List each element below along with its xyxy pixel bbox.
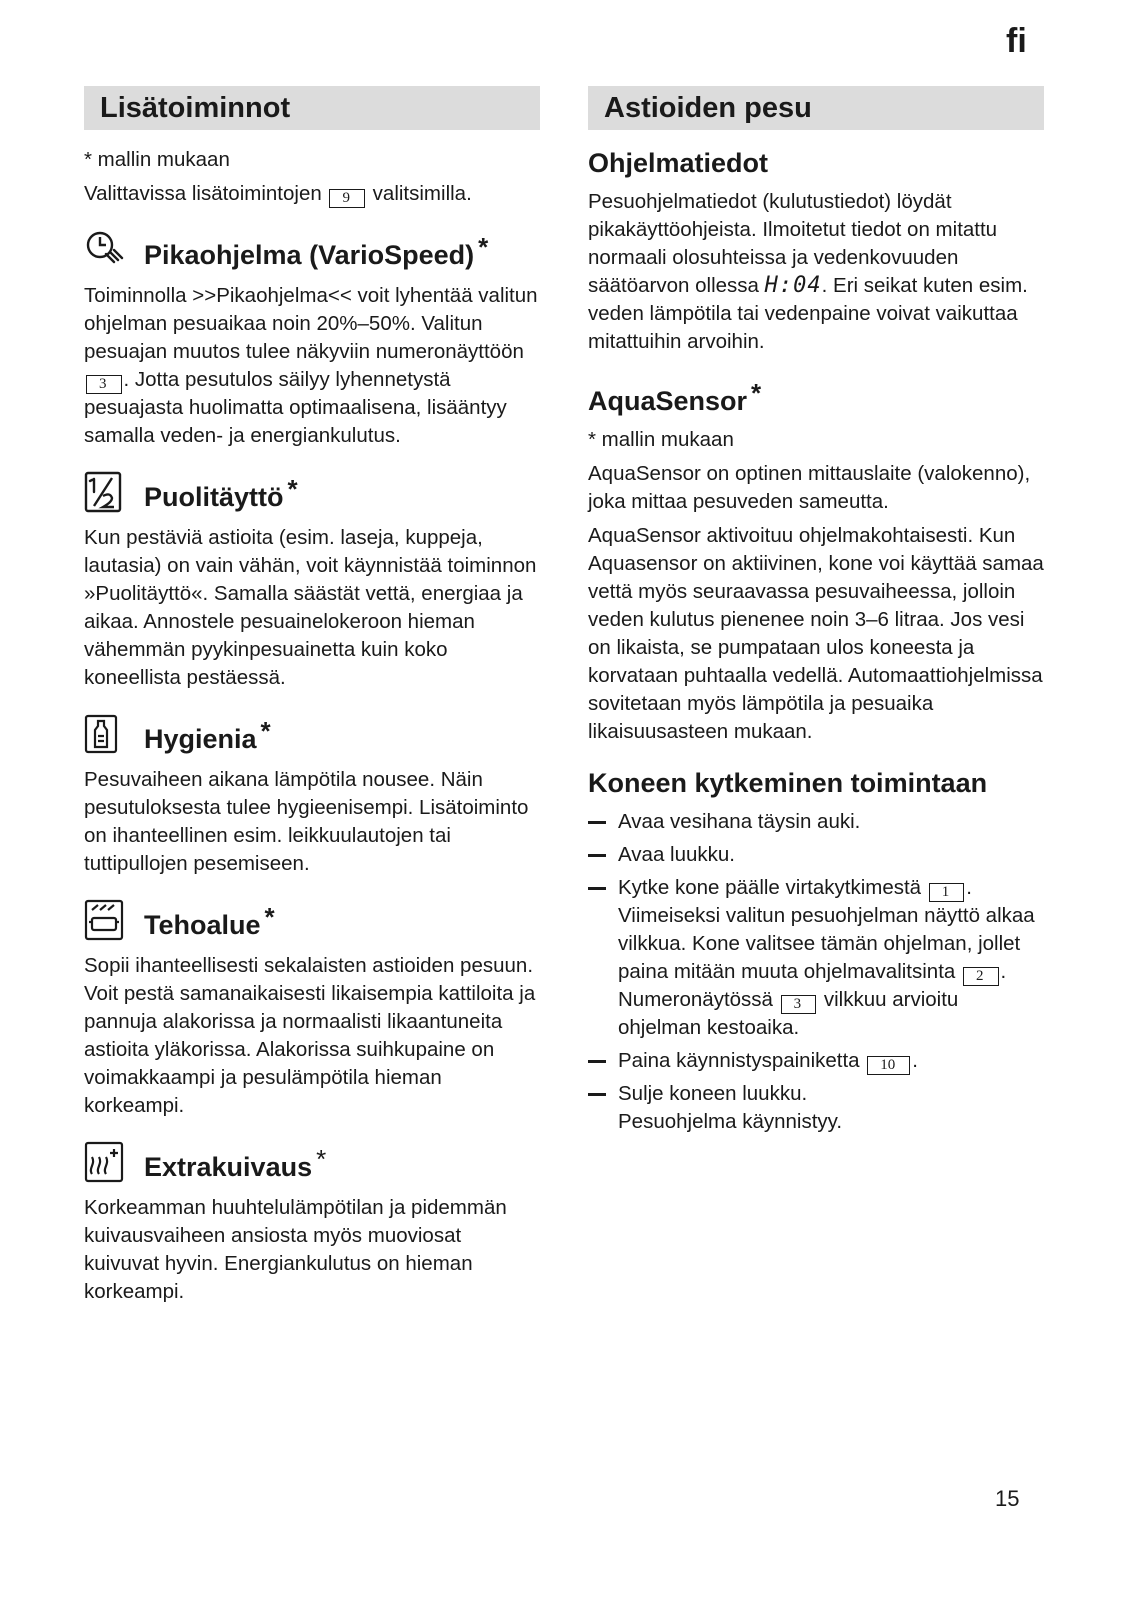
- dash-bullet: [588, 1060, 606, 1063]
- dash-bullet: [588, 1093, 606, 1096]
- steps-list: [588, 808, 1044, 1136]
- page-number: 15: [995, 1486, 1020, 1511]
- list-item: Paina käynnistyspainiketta 10 .: [588, 1047, 1044, 1075]
- left-column: [84, 86, 540, 1306]
- feature-text: Pesuvaiheen aikana lämpötila nousee. Näin pesutuloksesta tulee hygieenisempi. Lisätoiminto on ihanteellinen esim. leikkuulautojen tai tuttipullojen pesemiseen.: [84, 768, 529, 875]
- list-item: Kytke kone päälle virtakytkimestä 1 . Viimeiseksi valitun pesuohjelman näyttö alkaa vilkkua. Kone valitsee tämän ohjelman, jollet paina mitään muuta ohjelmavalitsinta 2 . Numeronäytössä 3 vilkkuu arvioitu ohjelman kestoaika.: [588, 874, 1044, 1042]
- key-ref-2: 2: [963, 967, 999, 986]
- feature-title: Pikaohjelma (VarioSpeed): [144, 240, 475, 270]
- hardness-display-value: H:04: [764, 273, 822, 298]
- feature-title: Extrakuivaus: [144, 1152, 313, 1182]
- key-ref-10: 10: [867, 1056, 910, 1075]
- clock-speed-icon: [84, 228, 124, 272]
- feature-puolitaytto: Puolitäyttö *: [84, 470, 540, 514]
- key-ref-1: 1: [929, 883, 965, 902]
- list-item: Sulje koneen luukku. Pesuohjelma käynnistyy.: [588, 1080, 1044, 1136]
- heading-ohjelmatiedot: Ohjelmatiedot: [588, 148, 769, 178]
- aquasensor-text-2: AquaSensor aktivoituu ohjelmakohtaisesti. Kun Aquasensor on aktiivinen, kone voi käyttää samaa vettä myös seuraavassa pesuvaiheessa, jolloin veden kulutus pienenee noin 3–6 litraa. Jos vesi on likaista, se pumpataan ulos koneesta ja korvataan puhtaalla vedellä. Automaattiohjelmissa sovitetaan myös lämpötila ja pesuaika likaisuusasteen mukaan.: [588, 524, 1044, 743]
- half-load-icon: [84, 470, 124, 514]
- key-ref-3: 3: [86, 375, 122, 394]
- feature-title: Puolitäyttö: [144, 482, 284, 512]
- model-note: * mallin mukaan: [588, 428, 734, 451]
- key-ref-9: 9: [329, 189, 365, 208]
- section-title-astioiden-pesu: Astioiden pesu: [588, 86, 1044, 130]
- intensive-zone-icon: [84, 898, 124, 942]
- extra-dry-icon: [84, 1140, 124, 1184]
- feature-text: Toiminnolla >>Pikaohjelma<< voit lyhentää valitun ohjelman pesuaikaa noin 20%–50%. Valitun pesuajan muutos tulee näkyviin numeronäyttöön 3 . Jotta pesutulos säilyy lyhennetystä pesuajasta huolimatta optimaalisena, lisääntyy samalla veden- ja energiankulutus.: [84, 284, 538, 447]
- dash-bullet: [588, 887, 606, 890]
- feature-text: Sopii ihanteellisesti sekalaisten astioiden pesuun. Voit pestä samanaikaisesti likaisempia kattiloita ja pannuja alakorissa ja normaalisti likaantuneita astioita yläkorissa. Alakorissa suihkupaine on voimakkaampi ja pesulämpötila hieman korkeampi.: [84, 954, 536, 1117]
- feature-pikaohjelma: Pikaohjelma (VarioSpeed) *: [84, 228, 540, 272]
- feature-title: Hygienia: [144, 724, 257, 754]
- section-title-lisatoiminnot: Lisätoiminnot: [84, 86, 540, 130]
- language-code: fi: [1006, 22, 1027, 60]
- list-item: Avaa vesihana täysin auki.: [588, 808, 1044, 836]
- feature-hygienia: Hygienia *: [84, 712, 540, 756]
- feature-extrakuivaus: Extrakuivaus *: [84, 1140, 540, 1184]
- heading-aquasensor: AquaSensor *: [588, 378, 762, 416]
- dash-bullet: [588, 821, 606, 824]
- hygiene-bottle-icon: [84, 712, 124, 756]
- dash-bullet: [588, 854, 606, 857]
- feature-title: Tehoalue: [144, 910, 261, 940]
- aquasensor-text-1: AquaSensor on optinen mittauslaite (valokenno), joka mittaa pesuveden sameutta.: [588, 462, 1031, 513]
- list-item: Avaa luukku.: [588, 841, 1044, 869]
- right-column: [588, 86, 1044, 1141]
- feature-tehoalue: Tehoalue *: [84, 898, 540, 942]
- key-ref-3: 3: [781, 995, 817, 1014]
- intro-paragraph: Valittavissa lisätoimintojen 9 valitsimilla.: [84, 182, 472, 206]
- heading-koneen-kytkeminen: Koneen kytkeminen toimintaan: [588, 768, 988, 798]
- feature-text: Kun pestäviä astioita (esim. laseja, kuppeja, lautasia) on vain vähän, voit käynnistää toiminnon »Puolitäyttö«. Samalla säästät vettä, energiaa ja aikaa. Annostele pesuainelokeroon hieman vähemmän pyykinpesuainetta kuin koko koneellista pestäessä.: [84, 526, 537, 689]
- program-info-text: Pesuohjelmatiedot (kulutustiedot) löydät pikakäyttöohjeista. Ilmoitetut tiedot on mitattu normaali olosuhteissa ja vedenkovuuden säätöarvon ollessa H:04. Eri seikat kuten esim. veden lämpötila tai vedenpaine voivat vaikuttaa mitattuihin arvoihin.: [588, 190, 1028, 353]
- model-note: * mallin mukaan: [84, 148, 230, 171]
- feature-text: Korkeamman huuhtelulämpötilan ja pidemmän kuivausvaiheen ansiosta myös muoviosat kuivuvat hyvin. Energiankulutus on hieman korkeampi.: [84, 1196, 507, 1303]
